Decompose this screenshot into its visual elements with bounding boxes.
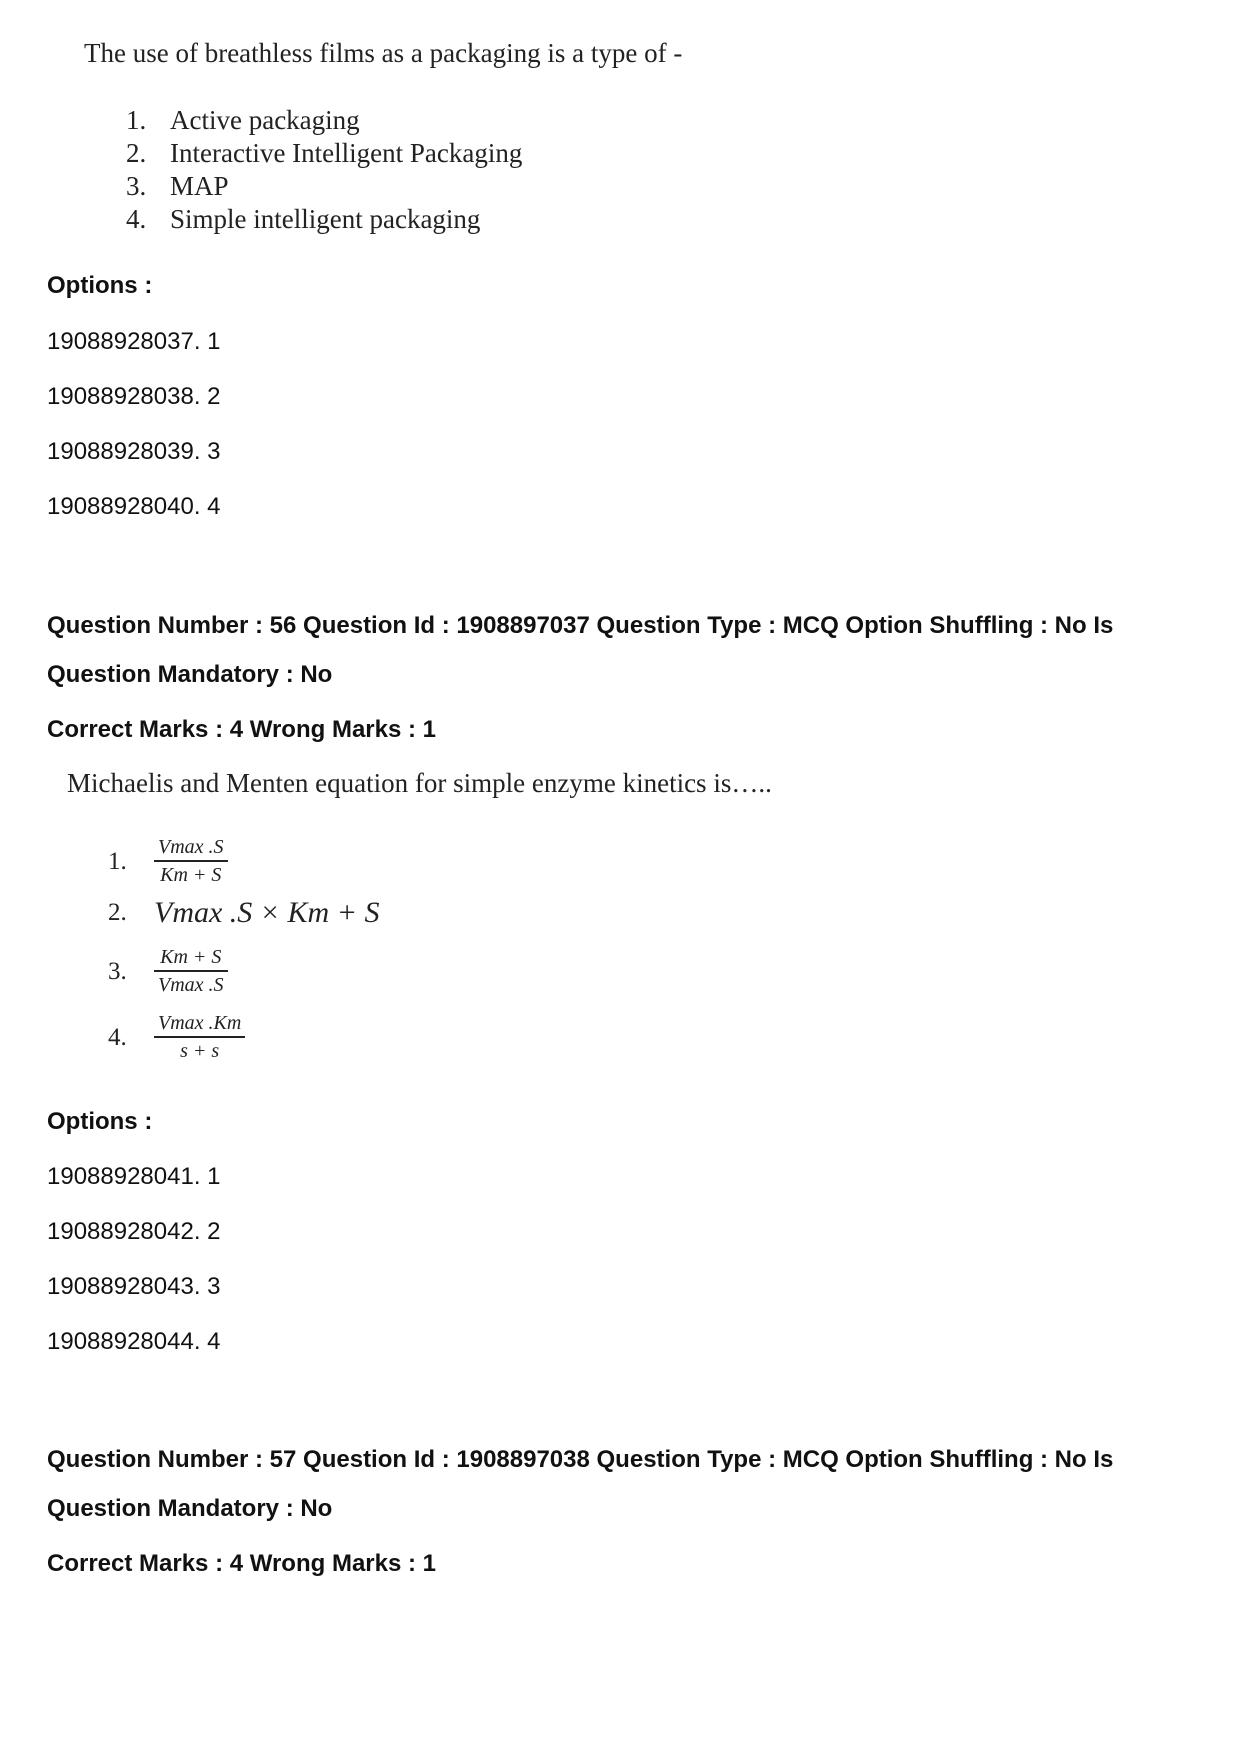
question-header: Question Number : 56 Question Id : 1908897037 Question Type : MCQ Option Shuffling : No Is bbox=[47, 612, 1114, 639]
fraction bbox=[154, 946, 228, 997]
choice-number: 3. bbox=[108, 957, 127, 985]
choice-number: 2. bbox=[108, 899, 127, 926]
choice-item bbox=[126, 104, 522, 137]
numerator: Vmax .S bbox=[158, 836, 224, 858]
choice-number: 3. bbox=[126, 171, 147, 201]
choice-item bbox=[108, 896, 379, 930]
options-label: Options : bbox=[47, 272, 153, 299]
choice-number: 4. bbox=[126, 204, 147, 234]
choice-number: 2. bbox=[126, 138, 147, 168]
choice-text: Simple intelligent packaging bbox=[170, 204, 481, 234]
choice-item bbox=[126, 203, 522, 236]
question-stem: The use of breathless films as a packaging is a type of - bbox=[84, 38, 683, 68]
option-item: 19088928037. 1 bbox=[47, 328, 221, 355]
choice-list bbox=[126, 104, 522, 236]
denominator: s + s bbox=[180, 1040, 220, 1062]
options-label: Options : bbox=[47, 1108, 153, 1135]
choice-item bbox=[126, 170, 522, 203]
denominator: Km + S bbox=[160, 864, 222, 886]
option-item: 19088928043. 3 bbox=[47, 1273, 221, 1300]
choice-item bbox=[126, 137, 522, 170]
marks-line: Correct Marks : 4 Wrong Marks : 1 bbox=[47, 716, 437, 743]
option-item: 19088928042. 2 bbox=[47, 1218, 221, 1245]
option-item: 19088928044. 4 bbox=[47, 1328, 221, 1355]
option-item: 19088928038. 2 bbox=[47, 383, 221, 410]
marks-line: Correct Marks : 4 Wrong Marks : 1 bbox=[47, 1550, 437, 1577]
choice-item bbox=[108, 1012, 245, 1063]
numerator: Km + S bbox=[160, 946, 222, 968]
choice-text: MAP bbox=[170, 171, 229, 201]
choice-text: Active packaging bbox=[170, 105, 360, 135]
choice-item bbox=[108, 836, 228, 887]
denominator: Vmax .S bbox=[158, 974, 224, 996]
choice-number: 1. bbox=[108, 847, 127, 875]
choice-text: Interactive Intelligent Packaging bbox=[170, 138, 523, 168]
numerator: Vmax .Km bbox=[158, 1012, 242, 1034]
question-stem: Michaelis and Menten equation for simple enzyme kinetics is….. bbox=[67, 768, 772, 798]
option-item: 19088928040. 4 bbox=[47, 493, 221, 520]
fraction bbox=[154, 1012, 245, 1063]
option-item: 19088928039. 3 bbox=[47, 438, 221, 465]
option-item: 19088928041. 1 bbox=[47, 1163, 221, 1190]
equation: Vmax .S × Km + S bbox=[154, 896, 380, 929]
question-header-continued: Question Mandatory : No bbox=[47, 1495, 333, 1522]
choice-number: 4. bbox=[108, 1023, 127, 1051]
choice-item bbox=[108, 946, 228, 997]
fraction bbox=[154, 836, 228, 887]
question-header: Question Number : 57 Question Id : 1908897038 Question Type : MCQ Option Shuffling : No Is bbox=[47, 1446, 1114, 1473]
question-header-continued: Question Mandatory : No bbox=[47, 661, 333, 688]
choice-number: 1. bbox=[126, 105, 147, 135]
